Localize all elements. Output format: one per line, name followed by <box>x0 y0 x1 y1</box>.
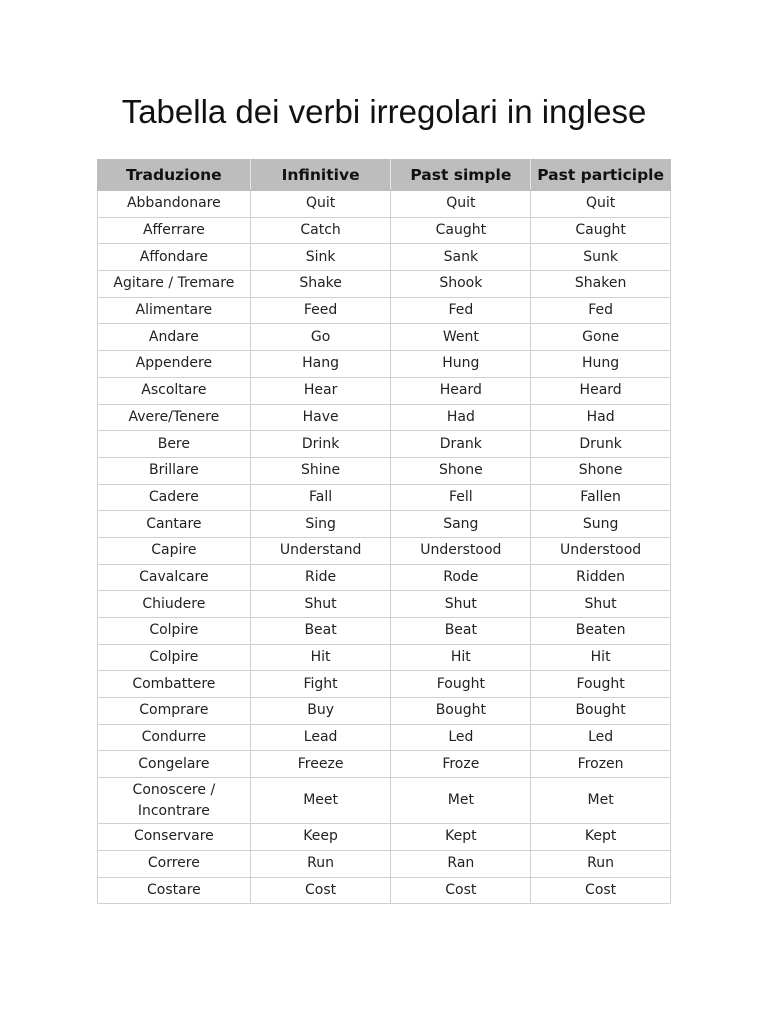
cell-infinitive: Hang <box>250 351 391 378</box>
cell-past-simple: Understood <box>391 537 531 564</box>
cell-past-participle: Ridden <box>531 564 671 591</box>
cell-infinitive: Shine <box>250 457 391 484</box>
cell-past-participle: Kept <box>531 824 671 851</box>
table-row <box>98 778 671 824</box>
table-row <box>98 618 671 645</box>
table-row <box>98 217 671 244</box>
cell-past-simple: Sank <box>391 244 531 271</box>
cell-past-participle: Hung <box>531 351 671 378</box>
table-row <box>98 271 671 298</box>
header-past-participle: Past participle <box>531 160 671 191</box>
cell-past-participle: Understood <box>531 537 671 564</box>
cell-infinitive: Drink <box>250 431 391 458</box>
cell-past-simple: Shut <box>391 591 531 618</box>
cell-past-participle: Shone <box>531 457 671 484</box>
cell-past-simple: Hung <box>391 351 531 378</box>
table-row <box>98 698 671 725</box>
cell-infinitive: Beat <box>250 618 391 645</box>
irregular-verbs-table <box>97 159 671 904</box>
cell-traduzione: Afferrare <box>98 217 251 244</box>
header-infinitive: Infinitive <box>250 160 391 191</box>
cell-past-simple: Led <box>391 724 531 751</box>
cell-past-participle: Met <box>531 778 671 824</box>
cell-past-participle: Shut <box>531 591 671 618</box>
cell-past-simple: Met <box>391 778 531 824</box>
table-row <box>98 644 671 671</box>
cell-past-simple: Heard <box>391 377 531 404</box>
cell-past-participle: Quit <box>531 191 671 218</box>
cell-past-simple: Fed <box>391 297 531 324</box>
cell-past-participle: Shaken <box>531 271 671 298</box>
cell-past-simple: Froze <box>391 751 531 778</box>
cell-traduzione: Colpire <box>98 618 251 645</box>
cell-past-simple: Caught <box>391 217 531 244</box>
cell-infinitive: Fight <box>250 671 391 698</box>
cell-infinitive: Understand <box>250 537 391 564</box>
cell-infinitive: Ride <box>250 564 391 591</box>
cell-past-participle: Fallen <box>531 484 671 511</box>
cell-past-participle: Led <box>531 724 671 751</box>
table-row <box>98 564 671 591</box>
cell-past-participle: Fought <box>531 671 671 698</box>
cell-past-simple: Fell <box>391 484 531 511</box>
cell-past-simple: Went <box>391 324 531 351</box>
cell-infinitive: Catch <box>250 217 391 244</box>
cell-infinitive: Fall <box>250 484 391 511</box>
table-body <box>98 191 671 904</box>
cell-past-participle: Fed <box>531 297 671 324</box>
cell-traduzione: Appendere <box>98 351 251 378</box>
cell-infinitive: Sing <box>250 511 391 538</box>
cell-traduzione: Combattere <box>98 671 251 698</box>
cell-infinitive: Sink <box>250 244 391 271</box>
cell-past-participle: Sunk <box>531 244 671 271</box>
cell-traduzione: Conservare <box>98 824 251 851</box>
cell-infinitive: Shake <box>250 271 391 298</box>
cell-past-simple: Beat <box>391 618 531 645</box>
cell-past-simple: Rode <box>391 564 531 591</box>
cell-infinitive: Run <box>250 850 391 877</box>
cell-traduzione: Cavalcare <box>98 564 251 591</box>
cell-traduzione: Bere <box>98 431 251 458</box>
table-row <box>98 404 671 431</box>
cell-past-participle: Heard <box>531 377 671 404</box>
cell-traduzione: Brillare <box>98 457 251 484</box>
table-header <box>98 160 671 191</box>
table-row <box>98 537 671 564</box>
cell-past-participle: Beaten <box>531 618 671 645</box>
cell-traduzione: Andare <box>98 324 251 351</box>
cell-past-simple: Sang <box>391 511 531 538</box>
cell-past-simple: Had <box>391 404 531 431</box>
cell-traduzione: Ascoltare <box>98 377 251 404</box>
cell-infinitive: Go <box>250 324 391 351</box>
header-past-simple: Past simple <box>391 160 531 191</box>
cell-infinitive: Keep <box>250 824 391 851</box>
cell-past-simple: Cost <box>391 877 531 904</box>
cell-past-participle: Cost <box>531 877 671 904</box>
cell-traduzione: Avere/Tenere <box>98 404 251 431</box>
table-row <box>98 877 671 904</box>
cell-infinitive: Lead <box>250 724 391 751</box>
table-row <box>98 244 671 271</box>
cell-infinitive: Freeze <box>250 751 391 778</box>
cell-traduzione: Agitare / Tremare <box>98 271 251 298</box>
cell-traduzione: Congelare <box>98 751 251 778</box>
cell-past-participle: Had <box>531 404 671 431</box>
cell-traduzione: Condurre <box>98 724 251 751</box>
table-row <box>98 591 671 618</box>
table-row <box>98 324 671 351</box>
cell-traduzione: Costare <box>98 877 251 904</box>
cell-infinitive: Hit <box>250 644 391 671</box>
cell-infinitive: Shut <box>250 591 391 618</box>
cell-past-participle: Bought <box>531 698 671 725</box>
cell-past-participle: Caught <box>531 217 671 244</box>
cell-traduzione: Cadere <box>98 484 251 511</box>
table-row <box>98 824 671 851</box>
cell-past-simple: Quit <box>391 191 531 218</box>
cell-infinitive: Meet <box>250 778 391 824</box>
cell-infinitive: Quit <box>250 191 391 218</box>
cell-past-participle: Drunk <box>531 431 671 458</box>
cell-past-simple: Hit <box>391 644 531 671</box>
cell-past-simple: Kept <box>391 824 531 851</box>
table-row <box>98 511 671 538</box>
cell-past-participle: Run <box>531 850 671 877</box>
cell-past-simple: Shook <box>391 271 531 298</box>
cell-traduzione: Abbandonare <box>98 191 251 218</box>
cell-traduzione: Conoscere / Incontrare <box>98 778 251 824</box>
cell-infinitive: Hear <box>250 377 391 404</box>
table-row <box>98 191 671 218</box>
cell-past-simple: Ran <box>391 850 531 877</box>
cell-traduzione: Capire <box>98 537 251 564</box>
page-title: Tabella dei verbi irregolari in inglese <box>121 93 647 130</box>
cell-traduzione: Cantare <box>98 511 251 538</box>
table-row <box>98 850 671 877</box>
table-row <box>98 724 671 751</box>
cell-past-simple: Fought <box>391 671 531 698</box>
table-row <box>98 457 671 484</box>
table-row <box>98 671 671 698</box>
cell-past-simple: Bought <box>391 698 531 725</box>
cell-past-participle: Gone <box>531 324 671 351</box>
table-row <box>98 751 671 778</box>
cell-traduzione: Chiudere <box>98 591 251 618</box>
table-row <box>98 377 671 404</box>
table-row <box>98 431 671 458</box>
cell-past-participle: Frozen <box>531 751 671 778</box>
cell-infinitive: Have <box>250 404 391 431</box>
cell-infinitive: Feed <box>250 297 391 324</box>
table-row <box>98 351 671 378</box>
cell-infinitive: Cost <box>250 877 391 904</box>
cell-traduzione: Comprare <box>98 698 251 725</box>
cell-past-participle: Hit <box>531 644 671 671</box>
cell-traduzione: Affondare <box>98 244 251 271</box>
table-row <box>98 484 671 511</box>
cell-traduzione: Alimentare <box>98 297 251 324</box>
cell-past-simple: Drank <box>391 431 531 458</box>
header-row <box>98 160 671 191</box>
header-traduzione: Traduzione <box>98 160 251 191</box>
cell-past-participle: Sung <box>531 511 671 538</box>
table-row <box>98 297 671 324</box>
cell-traduzione: Correre <box>98 850 251 877</box>
cell-past-simple: Shone <box>391 457 531 484</box>
cell-infinitive: Buy <box>250 698 391 725</box>
cell-traduzione: Colpire <box>98 644 251 671</box>
